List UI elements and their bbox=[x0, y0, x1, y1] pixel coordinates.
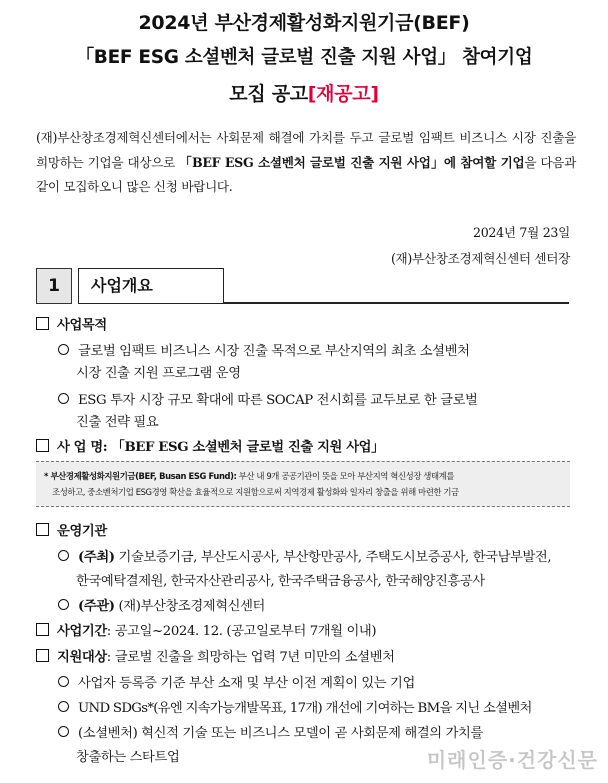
target-item-1 bbox=[58, 672, 415, 691]
checkbox-square-icon bbox=[36, 317, 49, 330]
circle-bullet-icon bbox=[58, 344, 69, 355]
title-main: 모집 공고 bbox=[229, 83, 308, 105]
purpose-item-2-text-a: ESG 투자 시장 규모 확대에 따른 SOCAP 전시회를 교두보로 한 글로벌 bbox=[78, 393, 478, 408]
title-reannouncement: [재공고] bbox=[307, 83, 379, 105]
title-line-3 bbox=[0, 78, 608, 110]
host-value-a: 기술보증기금, 부산도시공사, 부산항만공사, 주택도시보증공사, 한국남부발전, bbox=[114, 550, 552, 565]
circle-bullet-icon bbox=[58, 599, 69, 610]
organizer-label: (주관) bbox=[78, 599, 115, 614]
purpose-item-1-cont: 시장 진출 지원 프로그램 운영 bbox=[76, 366, 241, 381]
footnote-line-2: 조성하고, 중소벤처기업 ESG경영 확산을 효율적으로 지원함으로써 지역경제 활성화와 일자리 창출을 위해 마련한 기금 bbox=[52, 487, 459, 497]
organizer-value: (재)부산창조경제혁신센터 bbox=[114, 599, 265, 614]
watermark: 미래인증·건강신문 bbox=[426, 748, 598, 772]
target-value: : 글로벌 진출을 희망하는 업력 7년 미만의 소셜벤처 bbox=[106, 650, 395, 665]
project-value: 「BEF ESG 소셜벤처 글로벌 진출 지원 사업」 bbox=[111, 440, 385, 455]
checkbox-square-icon bbox=[36, 523, 49, 536]
purpose-label: 사업목적 bbox=[57, 318, 107, 333]
operation-organizer bbox=[58, 595, 265, 614]
checkbox-square-icon bbox=[36, 623, 49, 636]
target-item-2 bbox=[58, 697, 532, 716]
circle-bullet-icon bbox=[58, 393, 69, 404]
operation-host bbox=[58, 546, 551, 565]
target-item-1-text: 사업자 등록증 기준 부산 소재 및 부산 이전 계획이 있는 기업 bbox=[78, 676, 415, 691]
operation-label: 운영기관 bbox=[57, 524, 107, 539]
target-item-3 bbox=[58, 722, 483, 741]
purpose-heading bbox=[36, 314, 107, 333]
operation-heading bbox=[36, 520, 107, 539]
circle-bullet-icon bbox=[58, 676, 69, 687]
project-name: 사 업 명: 「BEF ESG 소셜벤처 글로벌 진출 지원 사업」 bbox=[36, 436, 384, 455]
purpose-item-2 bbox=[58, 389, 477, 408]
target-item-3-cont: 창출하는 스타트업 bbox=[76, 750, 180, 765]
announcement-date: 2024년 7월 23일 bbox=[473, 225, 570, 240]
purpose-item-1-text-a: 글로벌 임팩트 비즈니스 시장 진출 목적으로 부산지역의 최초 소셜벤처 bbox=[78, 344, 470, 359]
purpose-item-1 bbox=[58, 340, 470, 359]
title-line-1: 2024년 부산경제활성화지원기금(BEF) bbox=[138, 12, 470, 34]
circle-bullet-icon bbox=[58, 550, 69, 561]
period-value: : 공고일~2024. 12. (공고일로부터 7개월 이내) bbox=[106, 624, 377, 639]
target-item-2-text: UND SDGs*(유엔 지속가능개발목표, 17개) 개선에 기여하는 BM을 지닌 소셜벤처 bbox=[78, 701, 532, 716]
period-label: 사업기간 bbox=[57, 624, 107, 639]
target-line bbox=[36, 646, 395, 665]
section-title: 사업개요 bbox=[78, 268, 224, 304]
project-label: 사 업 명 bbox=[57, 440, 103, 455]
signature: (재)부산창조경제혁신센터 센터장 bbox=[390, 251, 570, 266]
footnote-line-1: 부산 내 9개 공공기관이 뜻을 모아 부산지역 혁신성장 생태계를 bbox=[236, 471, 455, 481]
footnote-term: * 부산경제활성화지원기금(BEF, Busan ESG Fund): bbox=[44, 471, 237, 481]
circle-bullet-icon bbox=[58, 726, 69, 737]
section-number: 1 bbox=[36, 268, 72, 304]
title-line-2: 「BEF ESG 소셜벤처 글로벌 진출 지원 사업」 참여기업 bbox=[75, 47, 533, 68]
intro-paragraph bbox=[36, 126, 576, 200]
period-line bbox=[36, 620, 376, 639]
checkbox-square-icon bbox=[36, 649, 49, 662]
host-label: (주최) bbox=[78, 550, 115, 565]
intro-bold: 「BEF ESG 소셜벤처 글로벌 진출 지원 사업」에 참여할 기업 bbox=[179, 154, 525, 170]
intro-text-1: (재)부산창조경제혁신센터에서는 사회문제 해결에 가치를 두고 글로벌 임팩트 비즈니스 시장 진출을 희망하는 기업을 대상으로 bbox=[36, 130, 576, 170]
purpose-item-2-cont: 진출 전략 필요 bbox=[76, 415, 159, 430]
target-label: 지원대상 bbox=[57, 650, 107, 665]
target-item-3-text-a: (소셜벤처) 혁신적 기술 또는 비즈니스 모델이 곧 사회문제 해결의 가치를 bbox=[78, 726, 483, 741]
checkbox-square-icon bbox=[36, 439, 49, 452]
intro-text-2: 을 다음과 같이 모집하오니 많은 신청 바랍니다. bbox=[36, 154, 577, 194]
operation-host-cont: 한국예탁결제원, 한국자산관리공사, 한국주택금융공사, 한국해양진흥공사 bbox=[76, 574, 485, 589]
circle-bullet-icon bbox=[58, 701, 69, 712]
fund-footnote bbox=[36, 461, 570, 507]
section-underline bbox=[224, 302, 569, 304]
